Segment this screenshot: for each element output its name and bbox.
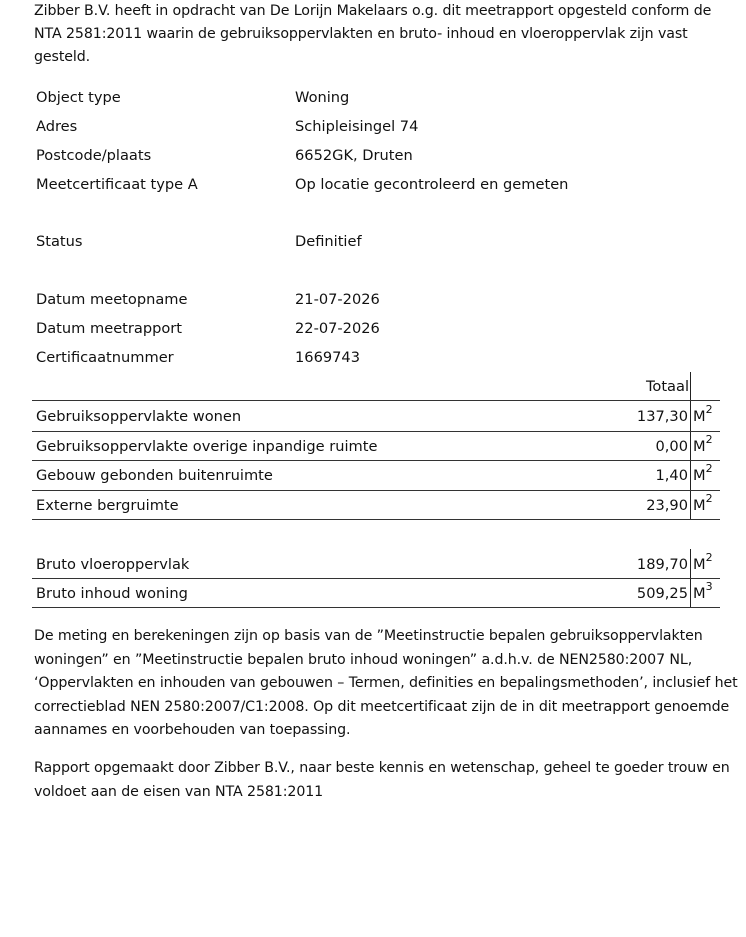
row-value: 1,40	[655, 467, 688, 484]
detail-label: Datum meetrapport	[36, 320, 183, 337]
detail-value: Schipleisingel 74	[295, 118, 419, 135]
table-row	[36, 402, 720, 430]
row-value: 189,70	[636, 556, 688, 573]
detail-label: Meetcertificaat type A	[36, 176, 198, 193]
total-column-header: Totaal	[645, 378, 689, 395]
detail-adres	[36, 115, 716, 139]
row-label: Gebruiksoppervlakte overige inpandige ruimte	[36, 438, 378, 455]
detail-label: Certificaatnummer	[36, 349, 174, 366]
detail-value: 6652GK, Druten	[295, 147, 413, 164]
detail-status	[36, 230, 716, 254]
detail-value: 1669743	[295, 349, 360, 366]
detail-value: 21-07-2026	[295, 291, 380, 308]
detail-datum-meetopname	[36, 288, 716, 312]
table-divider	[32, 400, 720, 401]
row-label: Gebouw gebonden buitenruimte	[36, 467, 273, 484]
row-unit: $M^2$	[693, 433, 713, 455]
row-unit: $M^3$	[693, 580, 713, 602]
table-row	[36, 461, 720, 489]
row-unit: $M^2$	[693, 551, 713, 573]
row-label: Externe bergruimte	[36, 497, 179, 514]
detail-value: Woning	[295, 89, 350, 106]
detail-datum-meetrapport	[36, 317, 716, 341]
table-row	[36, 550, 720, 578]
row-label: Gebruiksoppervlakte wonen	[36, 408, 242, 425]
table-row	[36, 432, 720, 460]
table-divider	[32, 519, 720, 520]
detail-value: 22-07-2026	[295, 320, 380, 337]
methodology-paragraph: De meting en berekeningen zijn op basis van de ”Meetinstructie bepalen gebruiksoppervlakten woningen” en ”Meetinstructie bepalen bruto inhoud woningen” a.d.h.v. de NEN2580:2007 NL, ‘Oppervlakten en inhouden van gebouwen – Termen, definities en bepalingsmethoden’, inclusief het correctieblad NEN 2580:2007/C1:2008. Op dit meetcertificaat zijn de in dit meetrapport genoemde aannames en voorbehouden van toepassing.	[34, 628, 738, 738]
row-label: Bruto vloeroppervlak	[36, 556, 190, 573]
detail-postcode	[36, 144, 716, 168]
table-divider	[32, 607, 720, 608]
table-row	[36, 579, 720, 607]
detail-value: Definitief	[295, 233, 362, 250]
detail-label: Datum meetopname	[36, 291, 188, 308]
row-label: Bruto inhoud woning	[36, 585, 188, 602]
detail-object-type	[36, 86, 716, 110]
disclaimer-paragraph: Rapport opgemaakt door Zibber B.V., naar beste kennis en wetenschap, geheel te goeder trouw en voldoet aan de eisen van NTA 2581:2011	[34, 760, 730, 800]
detail-label: Status	[36, 233, 83, 250]
detail-value: Op locatie gecontroleerd en gemeten	[295, 176, 569, 193]
table-row	[36, 491, 720, 519]
detail-label: Adres	[36, 118, 78, 135]
row-value: 0,00	[655, 438, 688, 455]
row-unit: $M^2$	[693, 462, 713, 484]
detail-label: Postcode/plaats	[36, 147, 152, 164]
row-value: 509,25	[636, 585, 688, 602]
detail-certificaatnummer	[36, 346, 716, 370]
intro-text: Zibber B.V. heeft in opdracht van De Lorijn Makelaars o.g. dit meetrapport opgesteld conform de NTA 2581:2011 waarin de gebruiksoppervlakten en bruto- inhoud en vloeroppervlak zijn vast gesteld.	[34, 3, 712, 65]
row-unit: $M^2$	[693, 492, 713, 514]
row-unit: $M^2$	[693, 403, 713, 425]
detail-label: Object type	[36, 89, 121, 106]
detail-certificaat-type	[36, 173, 716, 197]
row-value: 23,90	[646, 497, 688, 514]
row-value: 137,30	[636, 408, 688, 425]
